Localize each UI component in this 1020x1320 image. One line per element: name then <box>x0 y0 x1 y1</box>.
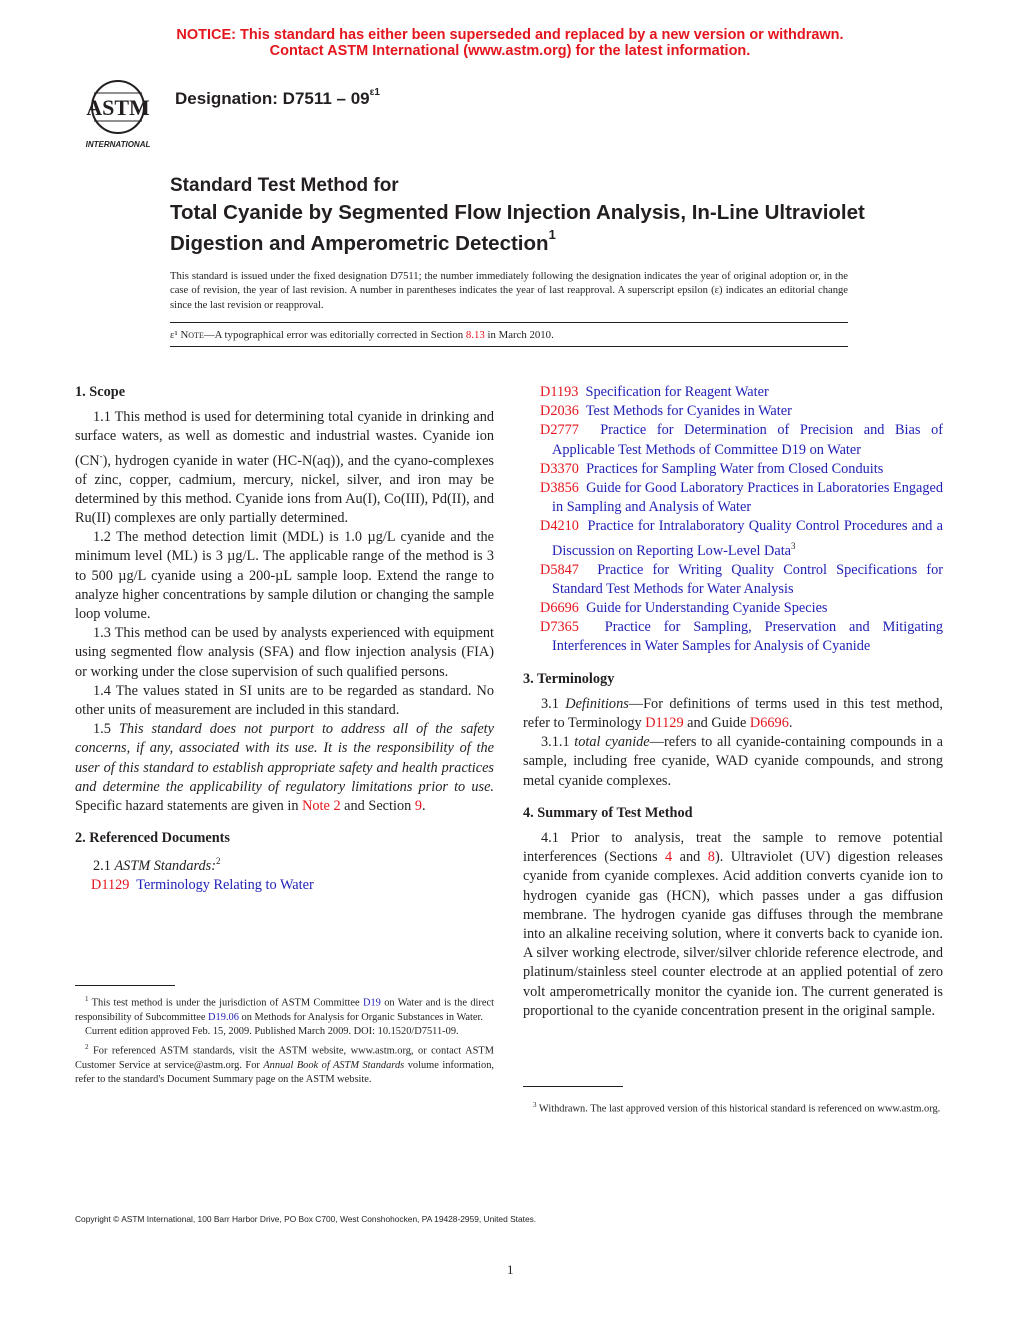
footnotes-left <box>75 992 494 1087</box>
page-number: 1 <box>507 1262 514 1277</box>
intro-paragraph: This standard is issued under the fixed designation D7511; the number immediately following the designation indicates the year of original adoption or, in the case of revision, the year of last revision. A number in parentheses indicates the year of last reapproval. A superscript epsilon (ε) indicates an editorial change since the last revision or reapproval. <box>170 271 848 311</box>
notice-line-2: Contact ASTM International (www.astm.org) for the latest information. <box>269 42 751 59</box>
d1129-link[interactable]: D1129 <box>645 715 684 732</box>
ref-d6696[interactable]: D6696 Guide for Understanding Cyanide Species <box>540 600 828 616</box>
section-8-13-link[interactable]: 8.13 <box>465 329 485 341</box>
title-line-2: Total Cyanide by Segmented Flow Injection Analysis, In-Line Ultraviolet Digestion and Amperometric Detection <box>170 201 865 255</box>
ref-d3370[interactable]: D3370 Practices for Sampling Water from Closed Conduits <box>540 460 884 477</box>
para-1-2: 1.2 The method detection limit (MDL) is 1.0 µg/L cyanide and the minimum level (ML) is 3 µg/L. The applicable range of the method is 3 to 500 µg/L cyanide using a 200-µL sample loop. Extend the range to analyze higher concentrations by sample dilution or changing the sample loop volume. <box>75 529 494 622</box>
footnote-1: $^1$ This test method is under the jurisdiction of ASTM Committee D19 on Water and is the direct responsibility of Subcommittee D19.06 on Methods for Analysis for Organic Substances in Water. <box>75 995 494 1023</box>
referenced-documents-heading: 2. Referenced Documents <box>75 830 230 847</box>
para-2-1: 2.1 ASTM Standards:$^2$ <box>93 856 221 875</box>
ref-d4210[interactable]: D4210 Practice for Intralaboratory Quality Control Procedures and a Discussion on Reporting Low-Level Data$^3$ <box>540 518 944 559</box>
copyright: Copyright © ASTM International, 100 Barr Harbor Drive, PO Box C700, West Conshohocken, PA 19428-2959, United States. <box>75 1214 537 1224</box>
right-column <box>523 383 943 1021</box>
para-3-1-1: 3.1.1 total cyanide—refers to all cyanide-containing compounds in a sample, including free cyanide, WAD cyanide compounds, and strong metal cyanide complexes. <box>523 734 943 789</box>
terminology-heading: 3. Terminology <box>523 670 615 687</box>
footnote-1-edition: Current edition approved Feb. 15, 2009. Published March 2009. DOI: 10.1520/D7511-09. <box>85 1026 459 1038</box>
title-line-1: Standard Test Method for <box>170 175 399 196</box>
left-column <box>75 383 494 896</box>
editorial-note: ε¹ Note—A typographical error was editorially corrected in Section 8.13 in March 2010. <box>170 329 554 341</box>
para-1-4: 1.4 The values stated in SI units are to be regarded as standard. No other units of measurement are included in this standard. <box>75 682 494 719</box>
ref-d2777[interactable]: D2777 Practice for Determination of Precision and Bias of Applicable Test Methods of Committee D19 on Water <box>540 422 943 458</box>
astm-logo-icon <box>76 75 160 151</box>
astm-logo <box>76 75 160 151</box>
d19-06-link[interactable]: D19.06 <box>208 1011 239 1023</box>
divider <box>170 322 848 323</box>
ref-d1193[interactable]: D1193 Specification for Reagent Water <box>540 384 769 400</box>
ref-d5847[interactable]: D5847 Practice for Writing Quality Control Specifications for Standard Test Methods for Water Analysis <box>540 561 943 597</box>
footnote-divider <box>523 1086 623 1087</box>
para-1-1: 1.1 This method is used for determining total cyanide in drinking and surface waters, as well as domestic and industrial wastes. Cyanide ion (CN-), hydrogen cyanide in water (HC-N(aq)), and the cyano-complexes of zinc, copper, cadmium, mercury, nickel, silver, and iron may be determined by this method. Cyanide ions from Au(I), Co(III), Pd(II), and Ru(II) complexes are only partially determined. <box>75 409 494 526</box>
title-footnote-ref: 1 <box>548 227 556 242</box>
summary-heading: 4. Summary of Test Method <box>523 804 693 821</box>
para-1-3: 1.3 This method can be used by analysts experienced with equipment using segmented flow analysis (SFA) and flow injection analysis (FIA) or working under the close supervision of such qualified persons. <box>75 625 494 680</box>
para-3-1: 3.1 Definitions—For definitions of terms used in this test method, refer to Terminology D1129 and Guide D6696. <box>523 695 944 732</box>
scope-heading: 1. Scope <box>75 384 126 400</box>
withdrawal-notice <box>0 28 1020 59</box>
d6696-link[interactable]: D6696 <box>749 715 789 732</box>
section-9-link[interactable]: 9 <box>414 798 422 815</box>
ref-d2036[interactable]: D2036 Test Methods for Cyanides in Water <box>540 403 792 420</box>
designation-sup: ε1 <box>369 87 380 99</box>
note-2-link[interactable]: Note 2 <box>302 798 341 815</box>
footnote-3: $^3$ Withdrawn. The last approved version of this historical standard is referenced on www.astm.org. <box>533 1101 941 1115</box>
note-label: Note <box>180 329 204 341</box>
ref-d7365[interactable]: D7365 Practice for Sampling, Preservation and Mitigating Interferences in Water Samples for Analysis of Cyanide <box>540 619 943 655</box>
designation-label: Designation: D7511 – 09 <box>175 89 370 108</box>
footnote-divider <box>75 985 175 986</box>
footnote-2: $^2$ For referenced ASTM standards, visit the ASTM website, www.astm.org, or contact ASTM Customer Service at service@astm.org. For Annual Book of ASTM Standards volume information, refer to the standard's Document Summary page on the ASTM website. <box>75 1042 494 1085</box>
para-4-1: 4.1 Prior to analysis, treat the sample to remove potential interferences (Sections 4 and 8). Ultraviolet (UV) digestion releases cyanide from cyanide complexes. Acid addition converts cyanide ion to hydrogen cyanide gas (HCN), which passes under a gas diffusion membrane. The hydrogen cyanide gas diffuses through the membrane into an alkaline receiving solution, where it converts back to cyanide ion. A silver working electrode, silver/silver chloride reference electrode, and platinum/stainless steel counter electrode at an applied potential of zero volt amperometrically monitor the cyanide ion. The current generated is proportional to the cyanide concentration present in the original sample. <box>523 830 943 1019</box>
svg-text:ASTM: ASTM <box>86 95 150 120</box>
logo-international-text: INTERNATIONAL <box>85 140 151 149</box>
ref-d1129[interactable]: D1129 Terminology Relating to Water <box>91 877 314 894</box>
section-4-link[interactable]: 4 <box>665 849 673 866</box>
ref-d3856[interactable]: D3856 Guide for Good Laboratory Practices in Laboratories Engaged in Sampling and Analysis of Water <box>540 480 943 516</box>
para-1-5: 1.5 This standard does not purport to address all of the safety concerns, if any, associated with its use. It is the responsibility of the user of this standard to establish appropriate safety and health practices and determine the applicability of regulatory limitations prior to use. Specific hazard statements are given in Note 2 and Section 9. <box>75 721 494 815</box>
designation <box>175 89 380 109</box>
section-8-link[interactable]: 8 <box>707 849 715 866</box>
page-title <box>170 200 930 256</box>
d19-link[interactable]: D19 <box>362 997 381 1009</box>
divider <box>170 346 848 347</box>
notice-line-1: NOTICE: This standard has either been superseded and replaced by a new version or withdrawn. <box>176 27 844 43</box>
